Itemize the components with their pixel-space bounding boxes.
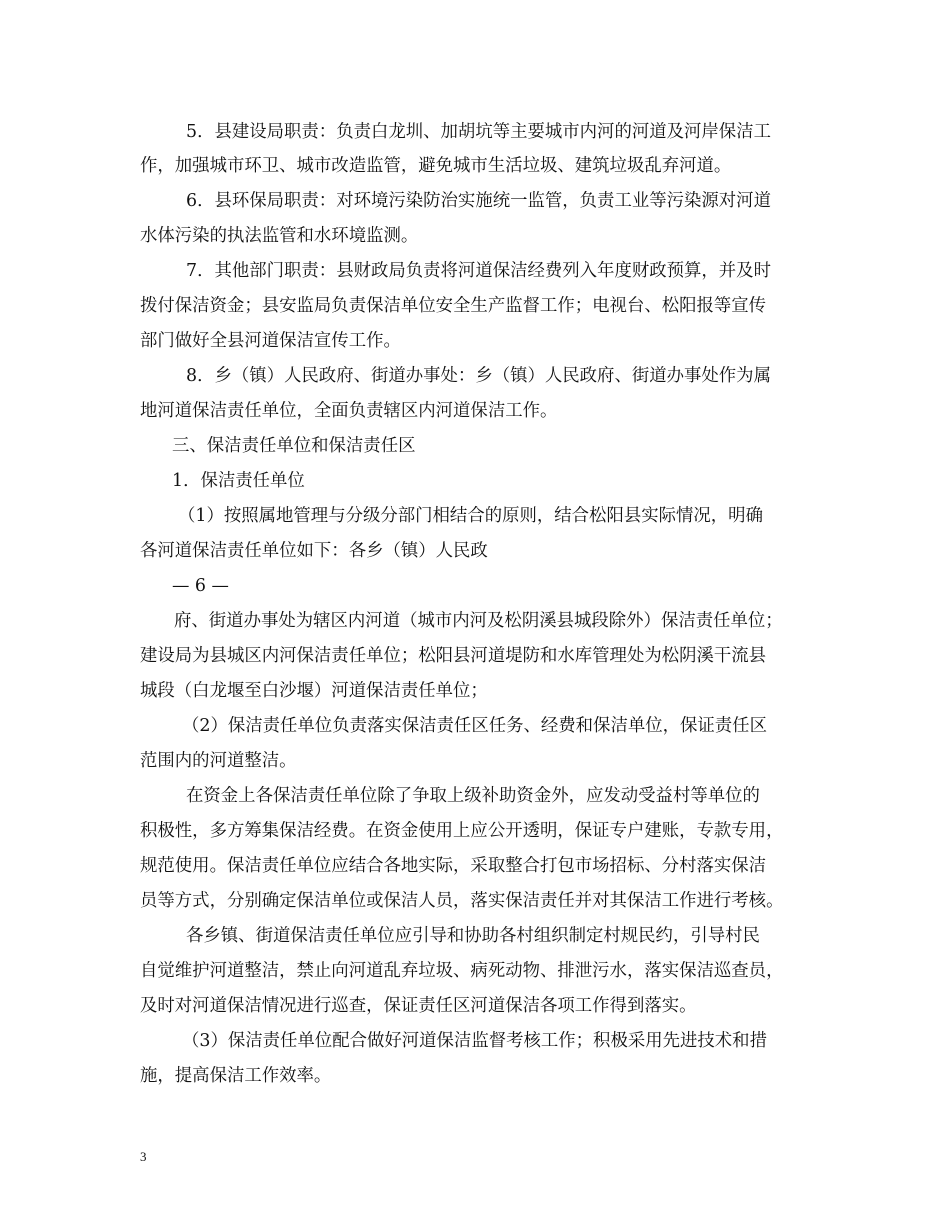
text-line: 各河道保洁责任单位如下：各乡（镇）人民政: [140, 541, 488, 561]
text-line: （2）保洁责任单位负责落实保洁责任区任务、经费和保洁单位，保证责任区: [182, 716, 767, 736]
inline-page-marker: — 6 —: [172, 576, 229, 596]
text-line: 施，提高保洁工作效率。: [140, 1066, 332, 1086]
text-line: 作，加强城市环卫、城市改造监管，避免城市生活垃圾、建筑垃圾乱弃河道。: [140, 156, 732, 176]
text-line: 自觉维护河道整洁，禁止向河道乱弃垃圾、病死动物、排泄污水，落实保洁巡查员，: [140, 961, 784, 981]
text-line: 积极性，多方筹集保洁经费。在资金使用上应公开透明，保证专户建账，专款专用，: [140, 821, 784, 841]
page-number: 3: [140, 1149, 147, 1164]
subsection-heading: 1．保洁责任单位: [172, 471, 305, 491]
text-line: 部门做好全县河道保洁宣传工作。: [140, 331, 401, 351]
text-line: （3）保洁责任单位配合做好河道保洁监督考核工作；积极采用先进技术和措: [182, 1031, 767, 1051]
section-heading: 三、保洁责任单位和保洁责任区: [172, 436, 416, 456]
text-line: 水体污染的执法监管和水环境监测。: [140, 226, 419, 246]
text-line: 地河道保洁责任单位，全面负责辖区内河道保洁工作。: [140, 401, 558, 421]
text-line: 及时对河道保洁情况进行巡查，保证责任区河道保洁各项工作得到落实。: [140, 996, 697, 1016]
text-line: 城段（白龙堰至白沙堰）河道保洁责任单位；: [140, 681, 488, 701]
text-line: 6．县环保局职责：对环境污染防治实施统一监管，负责工业等污染源对河道: [186, 191, 771, 211]
text-line: 各乡镇、街道保洁责任单位应引导和协助各村组织制定村规民约，引导村民: [186, 926, 760, 946]
text-line: 8．乡（镇）人民政府、街道办事处：乡（镇）人民政府、街道办事处作为属: [186, 366, 771, 386]
text-line: 建设局为县城区内河保洁责任单位；松阳县河道堤防和水库管理处为松阴溪干流县: [140, 646, 767, 666]
text-line: 5．县建设局职责：负责白龙圳、加胡坑等主要城市内河的河道及河岸保洁工: [186, 122, 771, 142]
text-line: 拨付保洁资金；县安监局负责保洁单位安全生产监督工作；电视台、松阳报等宣传: [140, 296, 767, 316]
text-line: 在资金上各保洁责任单位除了争取上级补助资金外，应发动受益村等单位的: [186, 786, 760, 806]
text-line: （1）按照属地管理与分级分部门相结合的原则，结合松阳县实际情况，明确: [178, 506, 763, 526]
text-line: 员等方式，分别确定保洁单位或保洁人员，落实保洁责任并对其保洁工作进行考核。: [140, 891, 784, 911]
text-line: 范围内的河道整洁。: [140, 751, 297, 771]
text-line: 府、街道办事处为辖区内河道（城市内河及松阴溪县城段除外）保洁责任单位；: [174, 611, 783, 631]
text-line: 规范使用。保洁责任单位应结合各地实际，采取整合打包市场招标、分村落实保洁: [140, 856, 767, 876]
text-line: 7．其他部门职责：县财政局负责将河道保洁经费列入年度财政预算，并及时: [186, 261, 771, 281]
